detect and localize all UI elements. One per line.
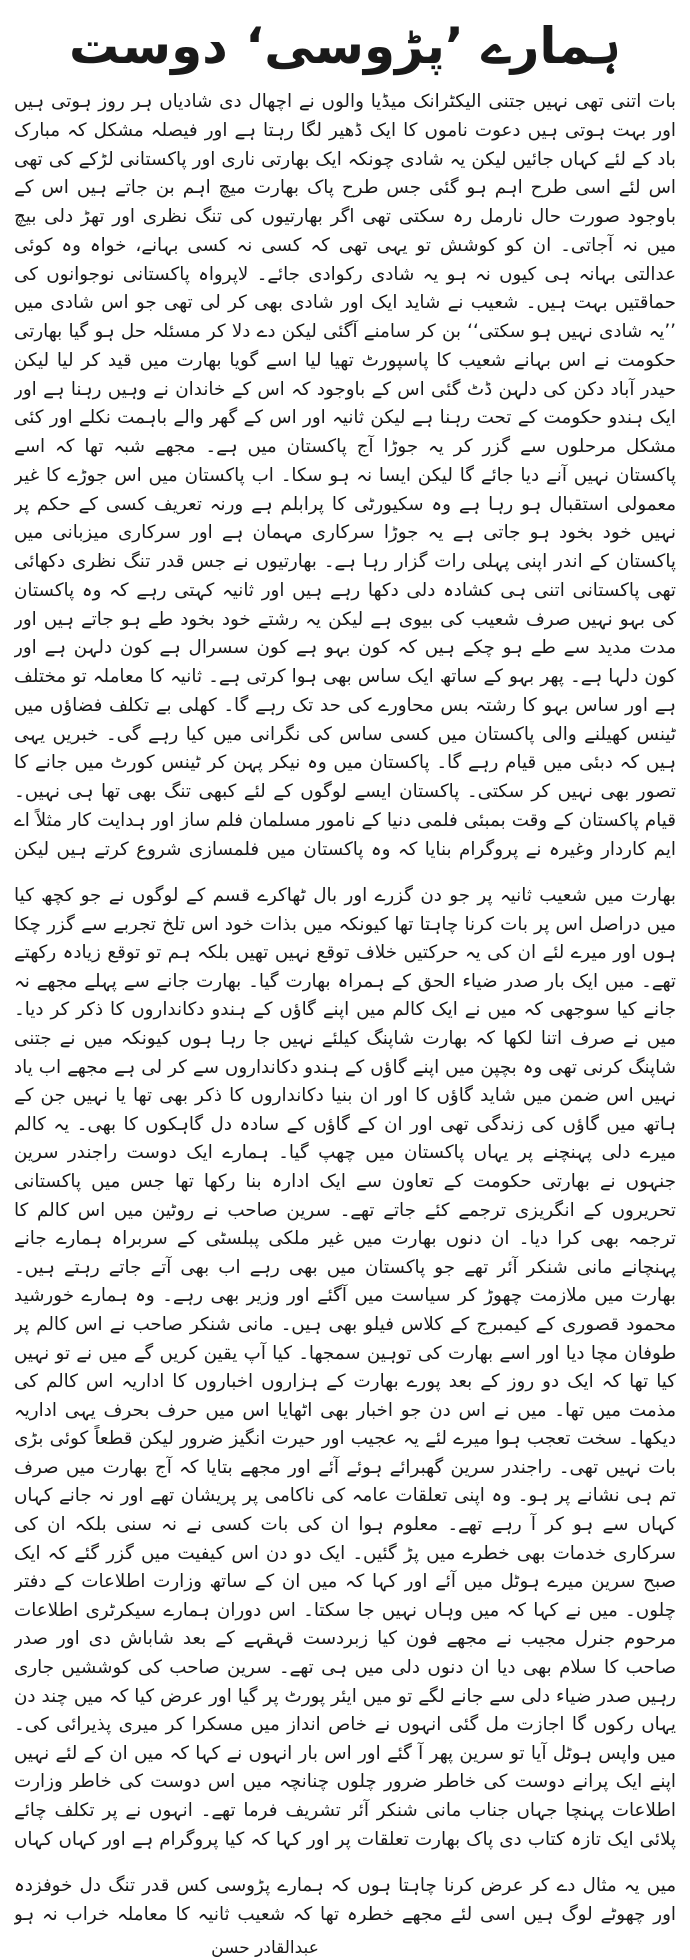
article-title: ہمارے ’پڑوسی‘ دوست	[68, 17, 622, 75]
article-paragraph-3: میں یہ مثال دے کر عرض کرنا چاہتا ہوں کہ ہمارے پڑوسی کس قدر تنگ دل خوفزدہ اور چھوٹے لوگ ہیں اسی لئے مجھے خطرہ تھا کہ شعیب ثانیہ کا معاملہ خراب نہ ہو	[14, 1875, 676, 1925]
article-paragraph-2: بھارت میں شعیب ثانیہ پر جو دن گزرے اور بال ٹھاکرے قسم کے لوگوں نے جو کچھ کیا میں دراصل اس پر بات کرنا چاہتا تھا کیونکہ میں بذات خود اس تلخ تجربے سے گزر چکا ہوں اور میرے لئے ان کی یہ حرکتیں خلاف توقع نہیں تھیں بلکہ ہم تو توقع زیادہ رکھتے تھے۔ میں ایک بار صدر ضیاء الحق کے ہمراہ بھارت گیا۔ بھارت جانے سے پہلے مجھے نہ جانے کیا سوجھی کہ میں نے ایک کالم میں اپنے گاؤں کے ہندو دکانداروں کا ذکر کر دیا۔ میں نے صرف اتنا لکھا کہ بھارت شاپنگ کیلئے نہیں جا رہا ہوں کیونکہ میں نے جتنی شاپنگ کرنی تھی وہ بچپن میں اپنے گاؤں کے ہندو دکانداروں سے کر لی ہے مجھے اب یاد نہیں اس ضمن میں شاید گاؤں کا اور ان بنیا دکانداروں کا ذکر بھی تھا یا نہیں جن کے ہاتھ میں گاؤں کی زندگی تھی اور ان کے گاؤں کے سادہ دل گاہکوں کا بھی۔ یہ کالم میرے دلی پہنچنے پر یہاں پاکستان میں چھپ گیا۔ ہمارے ایک دوست راجندر سرین جنہوں نے بھارتی حکومت کے تعاون سے ایک ادارہ بنا رکھا تھا جس میں پاکستانی تحریروں کے انگریزی ترجمے کئے جاتے تھے۔ سرین صاحب نے روٹین میں اس کالم کا ترجمہ بھی کرا دیا۔ ان دنوں بھارت میں غیر ملکی پبلسٹی کے سربراہ ہمارے جانے پہنچانے مانی شنکر آئر تھے جو پاکستان میں بھی رہے اب بھی آتے جاتے رہتے ہیں۔ بھارت میں ملازمت چھوڑ کر سیاست میں آگئے اور وزیر بھی رہے۔ وہ ہمارے خورشید محمود قصوری کے کیمبرج کے کلاس فیلو بھی ہیں۔ مانی شنکر صاحب نے اس کالم پر طوفان مچا دیا اور اسے بھارت کی توہین سمجھا۔ کیا آپ یقین کریں گے میں نے تو نہیں کیا تھا کہ ایک دو روز کے بعد پورے بھارت کے ہزاروں اخباروں کا اداریہ اس کالم کی مذمت میں تھا۔ میں نے اس دن جو اخبار بھی اٹھایا اس میں حرف بحرف یہی اداریہ دیکھا۔ سخت تعجب ہوا میرے لئے یہ عجیب اور حیرت انگیز ضرور لیکن قطعاً کوئی بڑی بات نہیں تھی۔ راجندر سرین گھبرائے ہوئے آئے اور مجھے بتایا کہ آج بھارت میں صرف تم ہی نشانے پر ہو۔ وہ اپنی تعلقات عامہ کی ناکامی پر پریشان تھے اور نہ جانے کہاں کہاں سے ہو کر آ رہے تھے۔ معلوم ہوا ان کی بات کسی نے نہ سنی بلکہ ان کی سرکاری خدمات بھی خطرے میں پڑ گئیں۔ ایک دو دن اس کیفیت میں گزر گئے کہ ایک صبح سرین میرے ہوٹل میں آئے اور کہا کہ میں ان کے ساتھ وزارت اطلاعات کے دفتر چلوں۔ میں نے کہا کہ میں وہاں نہیں جا سکتا۔ اس دوران ہمارے سیکرٹری اطلاعات مرحوم جنرل مجیب نے مجھے فون کیا زبردست قہقہے کے بعد شاباش دی اور صدر صاحب کا سلام بھی دیا ان دنوں دلی میں ہی تھے۔ سرین صاحب کی کوششیں جاری رہیں صدر ضیاء دلی سے جانے لگے تو میں ایئر پورٹ پر گیا اور عرض کیا کہ میں چند دن یہاں رکوں گا اجازت مل گئی انہوں نے خاص انداز میں مسکرا کر میری پذیرائی کی۔ میں واپس ہوٹل آیا تو سرین پھر آ گئے اور اس بار انہوں نے کہا کہ میں ان کے لئے نہیں اپنے ایک پرانے دوست کی خاطر ضرور چلوں چنانچہ میں اس دوست کی خاطر وزارت اطلاعات پہنچا جہاں جناب مانی شنکر آئر تشریف فرما تھے۔ انہوں نے پر تکلف چائے پلائی ایک تازہ کتاب دی پاک بھارت تعلقات پر اور کہا کہ کیا پروگرام ہے اور کہاں کہاں	[14, 885, 676, 1850]
author-name: عبدالقادر حسن	[211, 1938, 319, 1958]
article-paragraph-1: بات اتنی تھی نہیں جتنی الیکٹرانک میڈیا والوں نے اچھال دی شادیاں ہر روز ہوتی ہیں اور بہت ہوتی ہیں دعوت ناموں کا ایک ڈھیر لگا رہتا ہے اور فیصلہ مشکل کہ مبارک باد کے لئے کہاں جائیں لیکن یہ شادی چونکہ ایک بھارتی ناری اور پاکستانی لڑکے کی تھی اس لئے اسی طرح اہم ہو گئی جس طرح پاک بھارت میچ اہم بن جاتے ہیں اس کے باوجود صورت حال نارمل رہ سکتی تھی اگر بھارتیوں کی تنگ نظری اور تھڑ دلی بیچ میں نہ آجاتی۔ ان کو کوشش تو یہی تھی کہ کسی نہ کسی بہانے، خواہ وہ کوئی عدالتی بہانہ ہی کیوں نہ ہو یہ شادی رکوادی جائے۔ لاپرواہ پاکستانی نوجوانوں کی حماقتیں بہت ہیں۔ شعیب نے شاید ایک اور شادی بھی کر لی تھی جو اس شادی میں ’’یہ شادی نہیں ہو سکتی‘‘ بن کر سامنے آگئی لیکن دے دلا کر مسئلہ حل ہو گیا بھارتی حکومت نے اس بہانے شعیب کا پاسپورٹ تھیا لیا اسے گویا بھارت میں قید کر لیا لیکن حیدر آباد دکن کی دلہن ڈٹ گئی اس کے باوجود کہ اس کے خاندان نے وہیں رہنا ہے اور ایک ہندو حکومت کے تحت رہنا ہے لیکن ثانیہ اور اس کے گھر والے باہمت نکلے اور کئی مشکل مرحلوں سے گزر کر یہ جوڑا آج پاکستان میں ہے۔ مجھے شبہ تھا کہ اسے پاکستان نہیں آنے دیا جائے گا لیکن ایسا نہ ہو سکا۔ اب پاکستان میں اس جوڑے کا غیر معمولی استقبال ہو رہا ہے وہ سکیورٹی کا پرابلم ہے ورنہ تعریف کسی کے حکم پر نہیں خود بخود ہو جاتی ہے یہ جوڑا سرکاری مہمان ہے اور سرکاری میزبانی میں پاکستان کے اندر اپنی پہلی رات گزار رہا ہے۔ بھارتیوں نے جس قدر تنگ نظری دکھائی تھی پاکستانی اتنی ہی کشادہ دلی دکھا رہے ہیں اور ثانیہ کہتی رہے کہ وہ پاکستان کی بہو نہیں صرف شعیب کی بیوی ہے لیکن یہ رشتے خود بخود طے ہو جاتے ہیں اور مدت مدید سے طے ہو چکے ہیں کہ کون بہو ہے کون سسرال ہے کون دلہن ہے اور کون دلہا ہے۔ پھر بہو کے ساتھ ایک ساس بھی ہوا کرتی ہے۔ ثانیہ کا معاملہ تو مختلف ہے اور ساس بہو کا رشتہ بس محاورے کی حد تک رہے گا۔ کھلی بے تکلف فضاؤں میں ٹینس کھیلنے والی پاکستان میں کسی ساس کی نگرانی میں کیا رہے گی۔ خبریں یہی ہیں کہ دبئی میں قیام رہے گا۔ پاکستان میں وہ نیکر پہن کر ٹینس کورٹ میں جانے کا تصور بھی نہیں کر سکتی۔ پاکستان ایسے لوگوں کے لئے کبھی تنگ بھی تھا ہی نہیں۔ قیام پاکستان کے وقت بمبئی فلمی دنیا کے نامور مسلمان فلم ساز اور ہدایت کار مثلاً اے ایم کاردار وغیرہ نے پروگرام بنایا کہ وہ پاکستان میں فلمسازی شروع کرتے ہیں لیکن	[14, 91, 676, 860]
